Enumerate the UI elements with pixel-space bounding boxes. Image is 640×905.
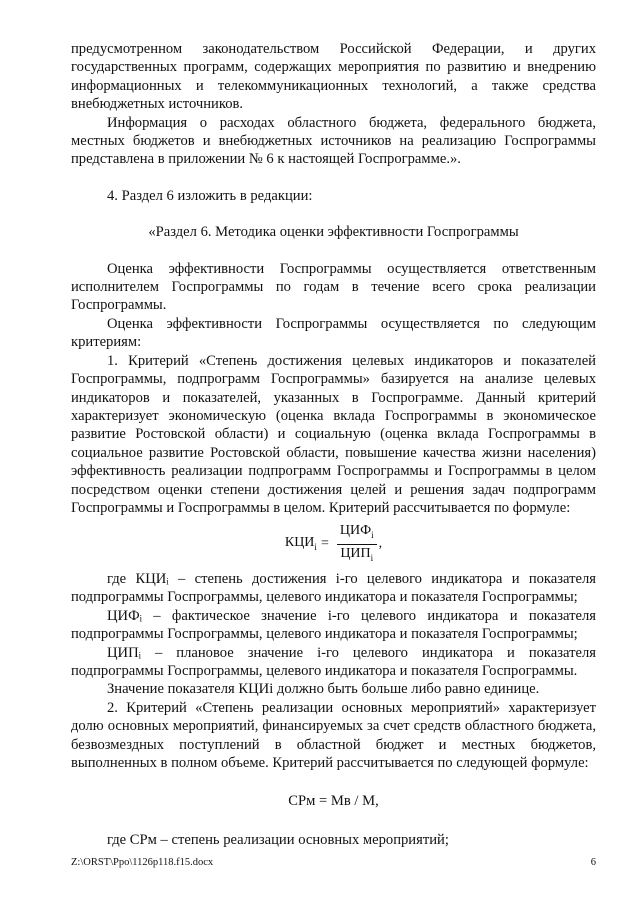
page-footer <box>71 857 596 868</box>
paragraph-criteria-intro: Оценка эффективности Госпрограммы осуществляется по следующим критериям: <box>71 315 596 351</box>
paragraph-srm-def: где СРм – степень реализации основных мероприятий; <box>107 831 449 848</box>
formula-lhs: $КЦИ_i$ <box>284 534 317 552</box>
section-heading: «Раздел 6. Методика оценки эффективности Госпрограммы <box>148 224 519 241</box>
formula-numerator: $ЦИФ_i$ <box>337 523 377 545</box>
paragraph-cif-def: ЦИФᵢ – фактическое значение i-го целевого индикатора и показателя подпрограммы Госпрограммы, целевого индикатора и показателя Госпрограммы; <box>71 607 596 643</box>
formula-denominator: $ЦИП_i$ <box>340 546 374 563</box>
paragraph-section-change: 4. Раздел 6 изложить в редакции: <box>107 187 313 204</box>
paragraph-continuation: предусмотренном законодательством Российской Федерации, и других государственных программ, содержащих мероприятия по развитию и внедрению информационных и телекоммуникационных технологий, а также средства внебюджетных источников. <box>71 41 596 113</box>
formula-srm: СРм = Мв / М, <box>288 793 379 810</box>
formula-comma: , <box>378 536 383 552</box>
paragraph-kci-value: Значение показателя КЦИi должно быть больше либо равно единице. <box>107 681 540 698</box>
formula-fraction <box>337 523 377 566</box>
paragraph-cip-def: ЦИПᵢ – плановое значение i-го целевого индикатора и показателя подпрограммы Госпрограммы, целевого индикатора и показателя Госпрограммы. <box>71 644 596 679</box>
footer-file-path: Z:\ORST\Ppo\1126p118.f15.docx <box>71 857 214 868</box>
paragraph-evaluation-intro: Оценка эффективности Госпрограммы осуществляется ответственным исполнителем Госпрограммы по годам в течение всего срока реализации Госпрограммы. <box>71 260 596 314</box>
formula-kci <box>71 523 596 566</box>
paragraph-criterion-1: 1. Критерий «Степень достижения целевых индикаторов и показателей Госпрограммы, подпрограмм Госпрограммы» базируется на анализе целевых индикаторов и показателей, указанных в Госпрограмме. Данный критерий характеризует экономическую (оценка вклада Госпрограммы в экономическое развитие Ростовской области) и социальную (оценка вклада Госпрограммы в социальное развитие Ростовской области, повышение качества жизни населения) эффективность реализации подпрограмм Госпрограммы и Госпрограммы в целом посредством оценки степени достижения целей и решения задач подпрограмм Госпрограммы и Госпрограммы в целом. Критерий рассчитывается по формуле: <box>71 352 596 516</box>
footer-page-number: 6 <box>590 857 596 868</box>
paragraph-kci-def: где КЦИᵢ – степень достижения i-го целевого индикатора и показателя подпрограммы Госпрограммы, целевого индикатора и показателя Госпрограммы; <box>71 570 596 606</box>
formula-equals: = <box>320 536 329 552</box>
paragraph-criterion-2: 2. Критерий «Степень реализации основных мероприятий» характеризует долю основных мероприятий, финансируемых за счет средств областного бюджета, безвозмездных поступлений в областной бюджет и местных бюджетов, выполненных в полном объеме. Критерий рассчитывается по следующей формуле: <box>71 699 596 771</box>
paragraph-budget-info: Информация о расходах областного бюджета, федерального бюджета, местных бюджетов и внебюджетных источников на реализацию Госпрограммы представлена в приложении № 6 к настоящей Госпрограмме.». <box>71 114 596 168</box>
document-body <box>71 40 596 849</box>
